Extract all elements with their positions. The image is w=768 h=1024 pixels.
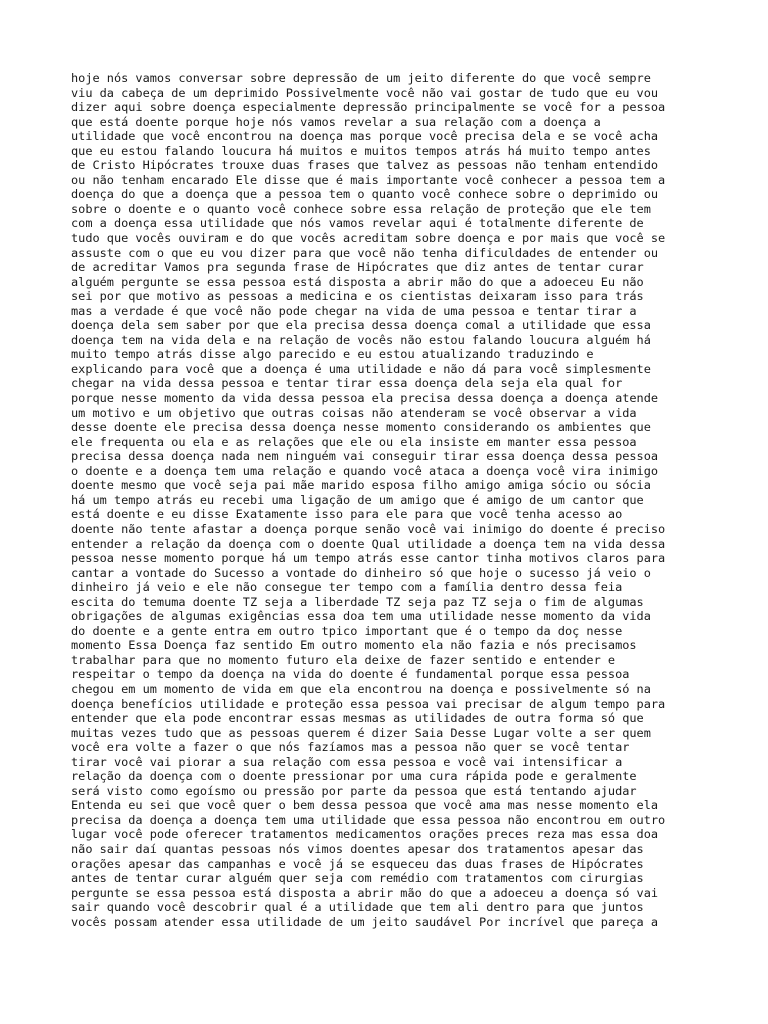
document-body [71,71,711,929]
text-line: antes de tentar curar alguém quer seja com remédio com tratamentos com cirurgias [71,871,644,886]
text-line: chegar na vida dessa pessoa e tentar tirar essa doença dela seja ela qual for [71,376,623,391]
text-line: não sair daí quantas pessoas nós vimos doentes apesar dos tratamentos apesar das [71,841,644,856]
text-line: utilidade que você encontrou na doença mas porque você precisa dela e se você acha [71,129,659,144]
text-line: ou não tenham encarado Ele disse que é mais importante você conhecer a pessoa tem a [71,172,666,187]
text-line: hoje nós vamos conversar sobre depressão de um jeito diferente do que você sempre [71,71,651,85]
text-line: desse doente ele precisa dessa doença nesse momento considerando os ambientes que [71,420,651,435]
text-line: entender a relação da doença com o doente Qual utilidade a doença tem na vida dessa [71,536,666,551]
text-line: lugar você pode oferecer tratamentos medicamentos orações preces reza mas essa doa [71,827,659,842]
text-line: chegou em um momento de vida em que ela encontrou na doença e possivelmente só na [71,681,651,696]
text-line: cantar a vontade do Sucesso a vontade do dinheiro só que hoje o sucesso já veio o [71,565,651,580]
text-line: dinheiro já veio e ele não consegue ter tempo com a família dentro dessa feia [71,580,623,595]
text-line: entender que ela pode encontrar essas mesmas as utilidades de outra forma só que [71,711,644,726]
text-line: sei por que motivo as pessoas a medicina e os cientistas deixaram isso para trás [71,289,644,304]
text-line: você era volte a fazer o que nós fazíamos mas a pessoa não quer se você tentar [71,740,630,755]
text-line: um motivo e um objetivo que outras coisas não atenderam se você observar a vida [71,405,637,420]
text-line: trabalhar para que no momento futuro ela deixe de fazer sentido e entender e [71,652,616,667]
text-line: doente não tente afastar a doença porque senão você vai inimigo do doente é preciso [71,521,666,536]
text-line: que está doente porque hoje nós vamos revelar a sua relação com a doença a [71,114,601,129]
text-line: dizer aqui sobre doença especialmente depressão principalmente se você for a pessoa [71,100,666,115]
text-line: doença tem na vida dela e na relação de vocês não estou falando loucura alguém há [71,332,651,347]
text-line: muito tempo atrás disse algo parecido e eu estou atualizando traduzindo e [71,347,594,362]
text-line: sobre o doente e o quanto você conhece sobre essa relação de proteção que ele tem [71,201,651,216]
text-line: de Cristo Hipócrates trouxe duas frases que talvez as pessoas não tenham entendido [71,158,659,173]
text-line: respeitar o tempo da doença na vida do doente é fundamental porque essa pessoa [71,667,630,682]
text-line: explicando para você que a doença é uma utilidade e não dá para você simplesmente [71,361,651,376]
text-line: doença dela sem saber por que ela precisa dessa doença comal a utilidade que essa [71,318,651,333]
text-line: obrigações de algumas exigências essa doa tem uma utilidade nesse momento da vida [71,609,651,624]
text-line: viu da cabeça de um deprimido Possivelmente você não vai gostar de tudo que eu vou [71,85,659,100]
text-line: de acreditar Vamos pra segunda frase de Hipócrates que diz antes de tentar curar [71,260,644,275]
text-line: sair quando você descobrir qual é a utilidade que tem ali dentro para que juntos [71,900,644,915]
text-line: porque nesse momento da vida dessa pessoa ela precisa dessa doença a doença atende [71,391,659,406]
text-line: escita do temuma doente TZ seja a liberdade TZ seja paz TZ seja o fim de algumas [71,594,644,609]
text-line: mas a verdade é que você não pode chegar na vida de uma pessoa e tentar tirar a [71,303,637,318]
text-line: será visto como egoísmo ou pressão por parte da pessoa que está tentando ajudar [71,783,637,798]
text-line: pergunte se essa pessoa está disposta a abrir mão do que a adoeceu a doença só vai [71,885,659,900]
text-line: pessoa nesse momento porque há um tempo atrás esse cantor tinha motivos claros para [71,551,666,566]
text-line: tirar você vai piorar a sua relação com essa pessoa e você vai intensificar a [71,754,623,769]
text-line: doença do que a doença que a pessoa tem o quanto você conhece sobre o deprimido ou [71,187,659,202]
text-line: com a doença essa utilidade que nós vamos revelar aqui é totalmente diferente de [71,216,644,231]
text-line: precisa da doença a doença tem uma utilidade que essa pessoa não encontrou em outro [71,812,666,827]
text-line: precisa dessa doença nada nem ninguém vai conseguir tirar essa doença dessa pessoa [71,449,659,464]
text-line: muitas vezes tudo que as pessoas querem é dizer Saia Desse Lugar volte a ser quem [71,725,651,740]
text-line: momento Essa Doença faz sentido Em outro momento ela não fazia e nós precisamos [71,638,637,653]
text-line: que eu estou falando loucura há muitos e muitos tempos atrás há muito tempo antes [71,143,651,158]
text-line: assuste com o que eu vou dizer para que você não tenha dificuldades de entender ou [71,245,659,260]
text-line: ele frequenta ou ela e as relações que ele ou ela insiste em manter essa pessoa [71,434,637,449]
text-line: tudo que vocês ouviram e do que vocês acreditam sobre doença e por mais que você se [71,231,666,246]
text-line: há um tempo atrás eu recebi uma ligação de um amigo que é amigo de um cantor que [71,492,644,507]
text-line: orações apesar das campanhas e você já se esqueceu das duas frases de Hipócrates [71,856,644,871]
text-line: o doente e a doença tem uma relação e quando você ataca a doença você vira inimigo [71,463,659,478]
text-line: vocês possam atender essa utilidade de um jeito saudável Por incrível que pareça a [71,914,659,929]
text-line: está doente e eu disse Exatamente isso para ele para que você tenha acesso ao [71,507,623,522]
text-line: Entenda eu sei que você quer o bem dessa pessoa que você ama mas nesse momento ela [71,798,659,813]
text-line: relação da doença com o doente pressionar por uma cura rápida pode e geralmente [71,769,637,784]
text-line: doente mesmo que você seja pai mãe marido esposa filho amigo amiga sócio ou sócia [71,478,651,493]
text-line: alguém pergunte se essa pessoa está disposta a abrir mão do que a adoeceu Eu não [71,274,644,289]
text-line: do doente e a gente entra em outro tpico important que é o tempo da doç nesse [71,623,623,638]
text-line: doença benefícios utilidade e proteção essa pessoa vai precisar de algum tempo para [71,696,666,711]
